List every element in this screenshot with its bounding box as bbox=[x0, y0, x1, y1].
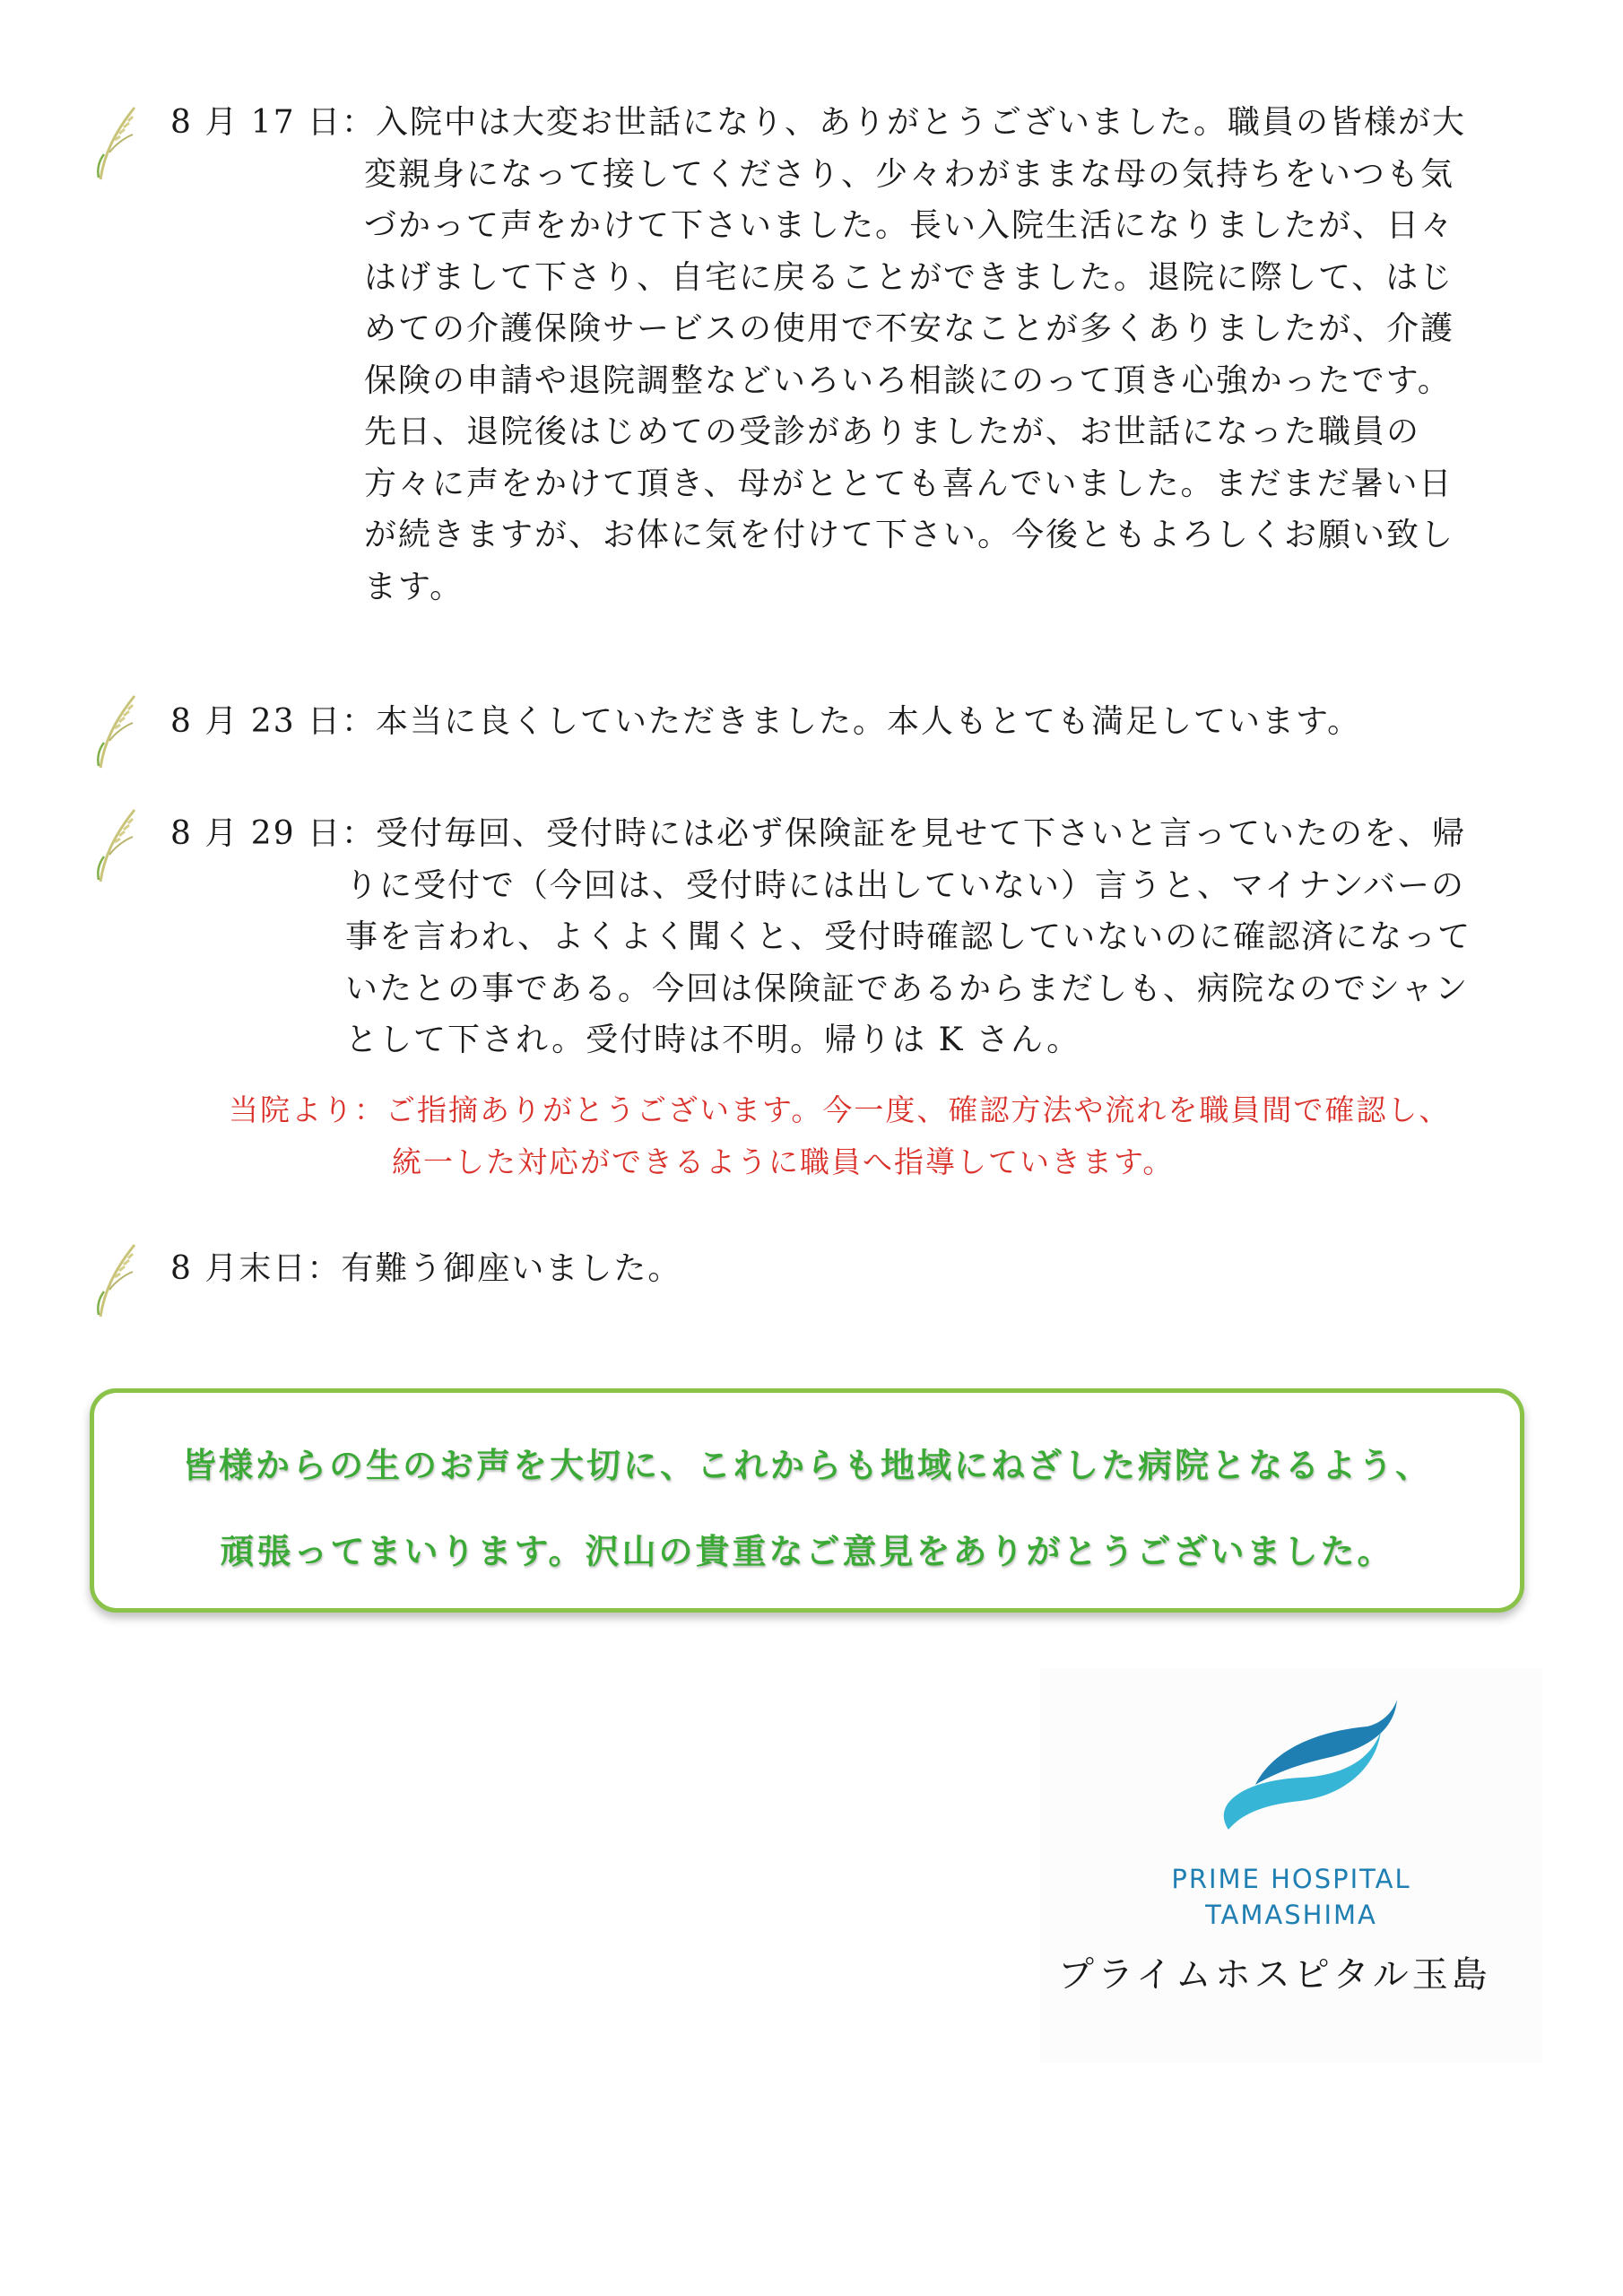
entry-line: 方々に声をかけて頂き、母がととても喜んでいました。まだまだ暑い日 bbox=[364, 465, 1454, 502]
closing-message-box bbox=[90, 1388, 1524, 1613]
grass-sprig-icon bbox=[90, 804, 143, 885]
entry-text bbox=[170, 1243, 681, 1295]
hospital-reply-line: 当院より：ご指摘ありがとうございます。今一度、確認方法や流れを職員間で確認し、 bbox=[229, 1092, 1451, 1127]
entry-line: いたとの事である。今回は保険証であるからまだしも、病院なのでシャン bbox=[345, 970, 1470, 1007]
entry-line: 入院中は大変お世話になり、ありがとうございました。職員の皆様が大 bbox=[376, 104, 1467, 141]
entry-line: が続きますが、お体に気を付けて下さい。今後ともよろしくお願い致し bbox=[364, 517, 1455, 553]
entry-date: 8 月 29 日： bbox=[170, 815, 377, 852]
entry-line: 保険の申請や退院調整などいろいろ相談にのって頂き心強かったです。 bbox=[364, 361, 1452, 399]
entry-line: づかって声をかけて下さいました。長い入院生活になりましたが、日々 bbox=[364, 207, 1455, 244]
entry-line: めての介護保険サービスの使用で不安なことが多くありましたが、介護 bbox=[364, 310, 1455, 347]
entry-text bbox=[170, 808, 1471, 1066]
organization-name: プライムホスピタル玉島 bbox=[1058, 1954, 1491, 1996]
entry-date: 8 月 23 日： bbox=[170, 703, 377, 740]
grass-sprig-icon bbox=[90, 1239, 143, 1320]
entry-line: りに受付で（今回は、受付時には出していない）言うと、マイナンバーの bbox=[345, 866, 1465, 904]
grass-sprig-icon bbox=[90, 691, 143, 771]
logo-text-line: TAMASHIMA bbox=[1205, 1900, 1377, 1930]
entry-date: 8 月末日： bbox=[170, 1250, 342, 1287]
entry-line: はげまして下さり、自宅に戻ることができました。退院に際して、はじ bbox=[364, 258, 1454, 296]
hospital-logo bbox=[1040, 1668, 1542, 2063]
entry-line: 事を言われ、よくよく聞くと、受付時確認していないのに確認済になって bbox=[345, 918, 1472, 955]
entry-line: として下され。受付時は不明。帰りは K さん。 bbox=[345, 1022, 1081, 1058]
closing-message-line: 頑張ってまいります。沢山の貴重なご意見をありがとうございました。 bbox=[220, 1532, 1394, 1571]
entry-line: ます。 bbox=[364, 568, 464, 605]
entry-date: 8 月 17 日： bbox=[170, 104, 377, 141]
entry-text bbox=[170, 97, 1466, 613]
hospital-reply-line: 統一した対応ができるように職員へ指導していきます。 bbox=[392, 1144, 1175, 1179]
entry-line: 先日、退院後はじめての受診がありましたが、お世話になった職員の bbox=[364, 413, 1421, 450]
entry-line: 受付毎回、受付時には必ず保険証を見せて下さいと言っていたのを、帰 bbox=[376, 815, 1467, 852]
closing-message-line: 皆様からの生のお声を大切に、これからも地域にねざした病院となるよう、 bbox=[181, 1446, 1432, 1485]
hospital-wave-logo bbox=[1193, 1695, 1399, 1848]
logo-text-line: PRIME HOSPITAL bbox=[1171, 1864, 1411, 1894]
entry-line: 変親身になって接してくださり、少々わがままな母の気持ちをいつも気 bbox=[364, 155, 1455, 193]
entry-line: 本当に良くしていただきました。本人もとても満足しています。 bbox=[376, 703, 1362, 740]
grass-sprig-icon bbox=[90, 102, 143, 183]
entry-text bbox=[170, 696, 1361, 748]
entry-line: 有難う御座いました。 bbox=[341, 1250, 682, 1287]
